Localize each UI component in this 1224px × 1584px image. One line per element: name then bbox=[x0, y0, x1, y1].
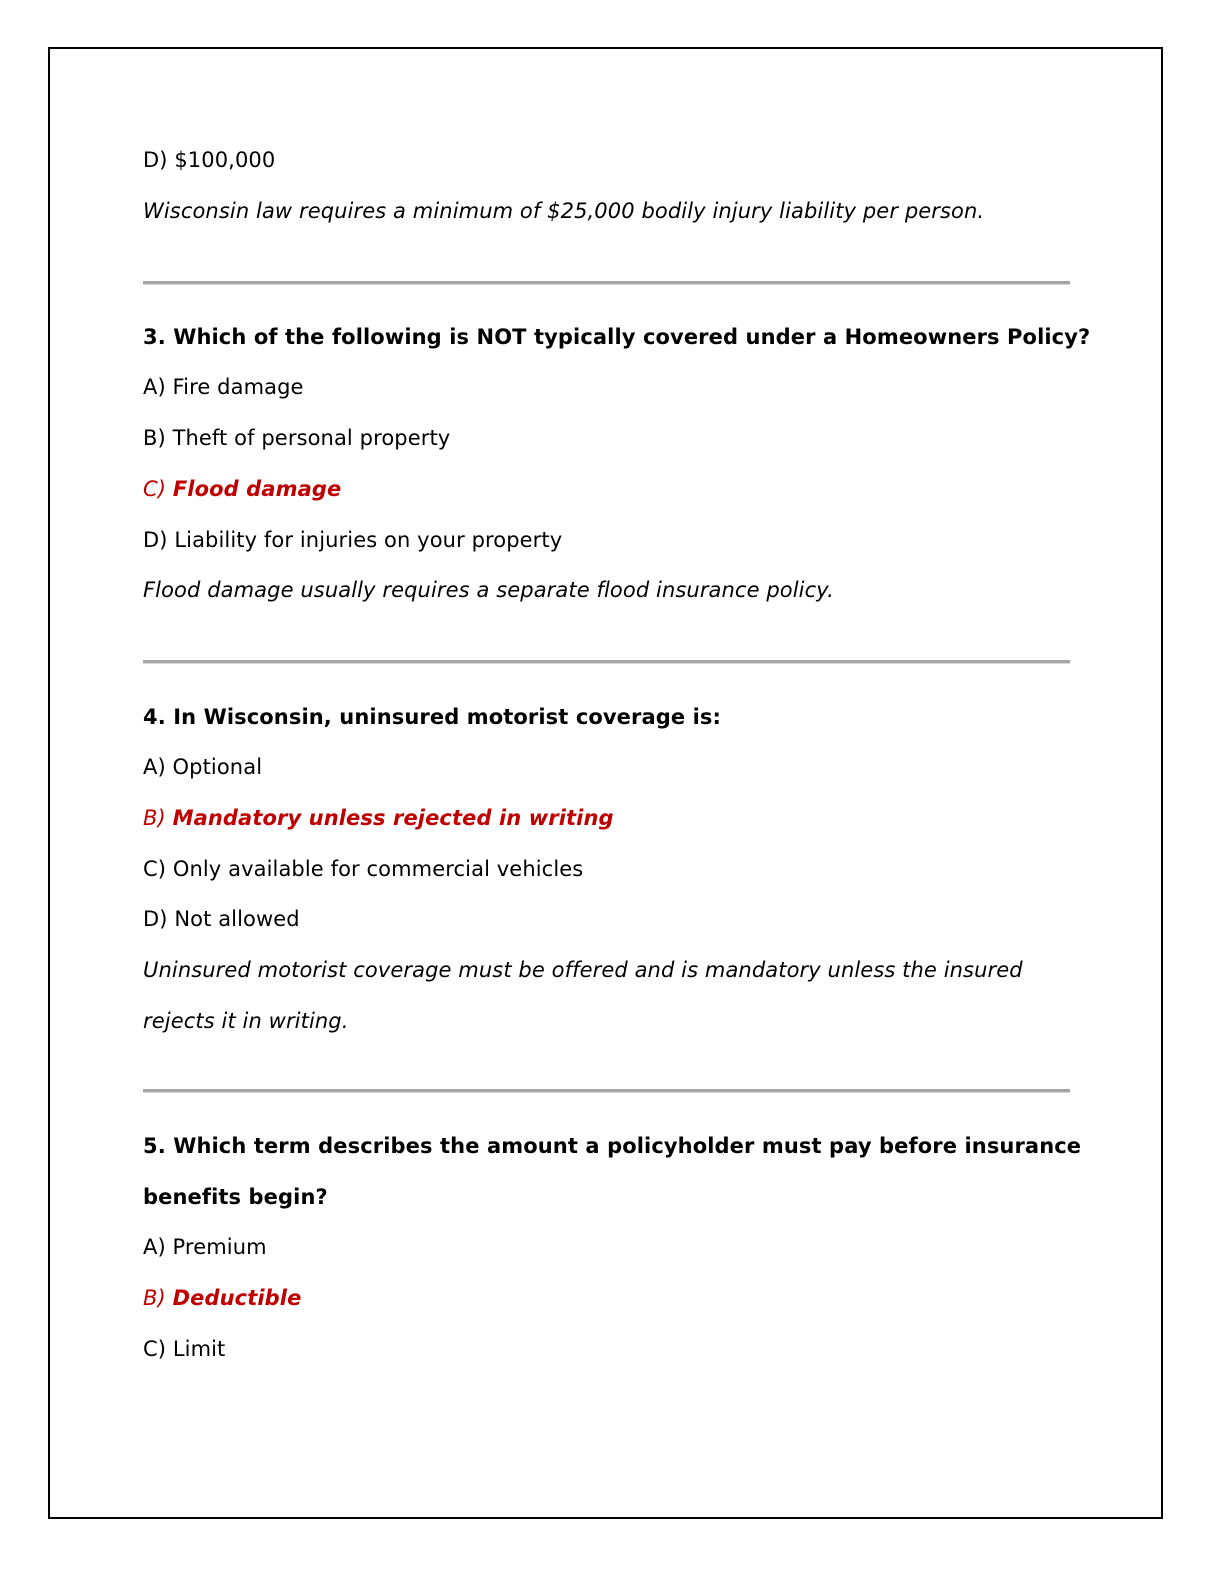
q5-question-line1: 5. Which term describes the amount a policyholder must pay before insurance bbox=[143, 1134, 1082, 1158]
q2-option-d: D) $100,000 bbox=[143, 148, 276, 172]
q5-question-line2: benefits begin? bbox=[143, 1185, 328, 1209]
q5-option-b-correct bbox=[143, 1284, 301, 1312]
q4-explanation-line2: rejects it in writing. bbox=[143, 1009, 349, 1033]
q3-question: 3. Which of the following is NOT typically covered under a Homeowners Policy? bbox=[143, 325, 1091, 349]
q4-question: 4. In Wisconsin, uninsured motorist coverage is: bbox=[143, 705, 722, 729]
q4-option-b-letter: B) bbox=[143, 806, 166, 830]
q4-option-b-text: Mandatory unless rejected in writing bbox=[172, 806, 614, 830]
q5-option-c: C) Limit bbox=[143, 1337, 226, 1361]
q5-option-a: A) Premium bbox=[143, 1235, 267, 1259]
q4-option-b-correct bbox=[143, 804, 614, 832]
q2-explanation: Wisconsin law requires a minimum of $25,000 bodily injury liability per person. bbox=[143, 199, 985, 223]
q3-option-d: D) Liability for injuries on your property bbox=[143, 528, 563, 552]
q3-option-c-letter: C) bbox=[143, 477, 167, 501]
divider bbox=[143, 281, 1070, 285]
divider bbox=[143, 660, 1070, 664]
q3-option-a: A) Fire damage bbox=[143, 375, 304, 399]
q3-explanation: Flood damage usually requires a separate flood insurance policy. bbox=[143, 578, 834, 602]
q3-option-b: B) Theft of personal property bbox=[143, 426, 451, 450]
q4-option-a: A) Optional bbox=[143, 755, 263, 779]
q4-explanation-line1: Uninsured motorist coverage must be offered and is mandatory unless the insured bbox=[143, 958, 1023, 982]
q3-option-c-correct bbox=[143, 475, 341, 503]
q3-option-c-text: Flood damage bbox=[172, 477, 342, 501]
divider bbox=[143, 1089, 1070, 1093]
q4-option-d: D) Not allowed bbox=[143, 907, 300, 931]
q5-option-b-text: Deductible bbox=[172, 1286, 302, 1310]
q5-option-b-letter: B) bbox=[143, 1286, 166, 1310]
q4-option-c: C) Only available for commercial vehicles bbox=[143, 857, 584, 881]
